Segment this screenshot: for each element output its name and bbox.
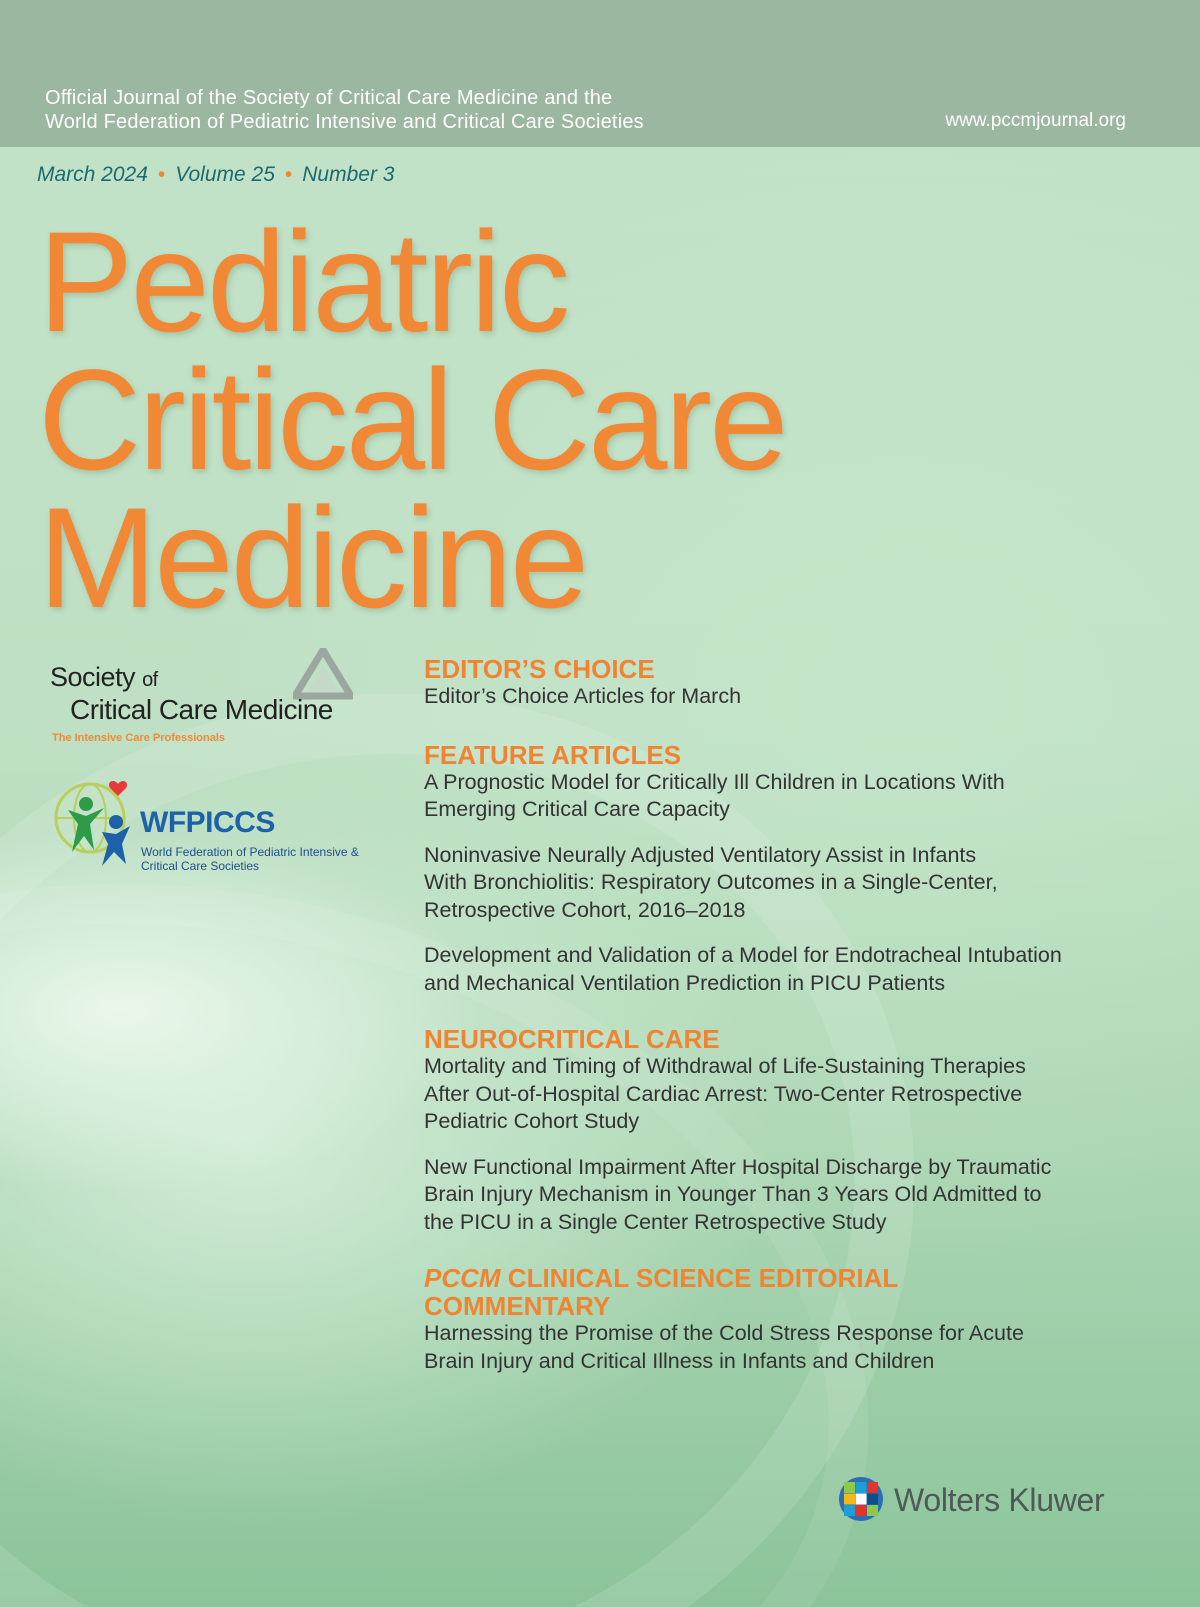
wolters-kluwer-logo <box>838 1476 1168 1526</box>
sccm-tagline: The Intensive Care Professionals <box>52 732 226 744</box>
issue-number: Number 3 <box>302 163 395 186</box>
article-feature-1[interactable] <box>424 769 1124 824</box>
article-neuro-2[interactable] <box>424 1154 1124 1237</box>
article-feature-3[interactable] <box>424 942 1124 997</box>
article-commentary-1[interactable] <box>424 1320 1124 1375</box>
section-heading-feature-articles: FEATURE ARTICLES <box>424 739 682 770</box>
official-line-2: World Federation of Pediatric Intensive and Critical Care Societies <box>45 111 644 133</box>
commentary-heading-rest: CLINICAL SCIENCE EDITORIAL <box>500 1263 899 1293</box>
issue-info <box>37 163 394 187</box>
sccm-logo <box>50 662 360 742</box>
official-line-1: Official Journal of the Society of Critical Care Medicine and the <box>45 87 613 109</box>
publisher-name: Wolters Kluwer <box>894 1482 1105 1518</box>
article-line: Development and Validation of a Model for Endotracheal Intubation <box>424 943 1062 967</box>
wfpiccs-subtitle <box>141 845 359 873</box>
article-line: With Bronchiolitis: Respiratory Outcomes in a Single-Center, <box>424 870 998 894</box>
sccm-name: Critical Care Medicine <box>70 694 333 725</box>
journal-website-link[interactable]: www.pccmjournal.org <box>945 110 1126 131</box>
wfpiccs-name: WFPICCS <box>140 806 275 839</box>
article-line: Pediatric Cohort Study <box>424 1109 640 1133</box>
issue-date: March 2024 <box>37 163 148 186</box>
sccm-of: of <box>142 669 158 691</box>
article-line: A Prognostic Model for Critically Ill Children in Locations With <box>424 769 1005 794</box>
section-heading-editors-choice: EDITOR’S CHOICE <box>424 654 655 684</box>
sccm-triangle-icon <box>293 648 353 700</box>
article-neuro-1[interactable] <box>424 1053 1124 1136</box>
article-line: Mortality and Timing of Withdrawal of Life-Sustaining Therapies <box>424 1054 1026 1078</box>
wfpiccs-sub-line-1: World Federation of Pediatric Intensive & <box>141 845 359 859</box>
article-line: and Mechanical Ventilation Prediction in PICU Patients <box>424 970 946 995</box>
article-line: Harnessing the Promise of the Cold Stress Response for Acute <box>424 1321 1024 1345</box>
section-heading-editorial-commentary <box>424 1264 1124 1320</box>
wolters-kluwer-mosaic-icon <box>838 1476 884 1522</box>
globe-children-icon <box>50 780 145 875</box>
article-editors-choice[interactable] <box>424 683 1124 711</box>
issue-volume: Volume 25 <box>175 163 275 186</box>
article-line: After Out-of-Hospital Cardiac Arrest: Two-Center Retrospective <box>424 1081 1023 1106</box>
article-line: Noninvasive Neurally Adjusted Ventilatory Assist in Infants <box>424 842 977 867</box>
commentary-heading-line-2: COMMENTARY <box>424 1291 611 1321</box>
separator-dot: • <box>157 163 166 186</box>
article-line: New Functional Impairment After Hospital Discharge by Traumatic <box>424 1154 1052 1179</box>
official-journal-statement <box>45 86 644 134</box>
article-line: Brain Injury Mechanism in Younger Than 3 Years Old Admitted to <box>424 1182 1042 1206</box>
title-line-1: Pediatric <box>38 203 568 362</box>
article-line: Editor’s Choice Articles for March <box>424 684 742 708</box>
article-feature-2[interactable] <box>424 842 1124 925</box>
article-line: Emerging Critical Care Capacity <box>424 797 730 821</box>
article-line: the PICU in a Single Center Retrospective Study <box>424 1209 887 1234</box>
wfpiccs-logo <box>50 780 370 880</box>
table-of-contents <box>424 655 1124 1375</box>
separator-dot: • <box>284 163 293 186</box>
wfpiccs-sub-line-2: Critical Care Societies <box>141 859 260 873</box>
article-line: Retrospective Cohort, 2016–2018 <box>424 897 746 922</box>
journal-title <box>38 203 786 638</box>
title-line-2: Critical Care <box>38 341 786 500</box>
section-heading-neurocritical-care: NEUROCRITICAL CARE <box>424 1024 720 1054</box>
title-line-3: Medicine <box>38 479 587 638</box>
pccm-italic: PCCM <box>424 1263 501 1293</box>
article-line: Brain Injury and Critical Illness in Infants and Children <box>424 1348 935 1373</box>
sccm-society: Society <box>50 662 136 692</box>
